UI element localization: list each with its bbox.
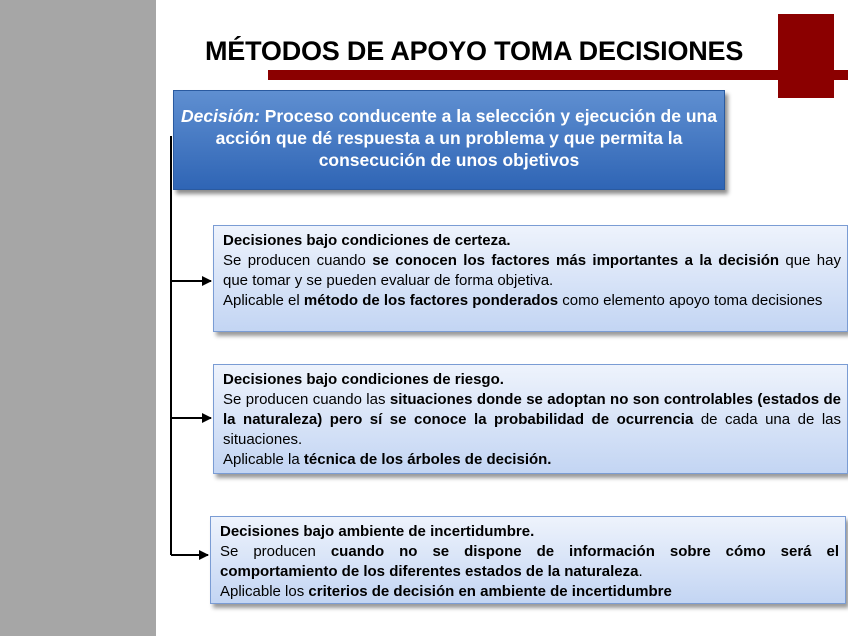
box-application: Aplicable la técnica de los árboles de decisión. <box>223 451 552 468</box>
box-heading: Decisiones bajo ambiente de incertidumbre. <box>220 523 535 540</box>
box-description: Se producen cuando las situaciones donde se adoptan no son controlables (estados de la naturaleza) pero sí se conoce la probabilidad de ocurrencia de cada una de las situaciones. <box>223 391 842 448</box>
red-accent-square <box>778 14 834 98</box>
left-gray-band <box>0 0 156 636</box>
certainty-decision-box <box>213 225 848 332</box>
box-description: Se producen cuando se conocen los factores más importantes a la decisión que hay que tomar y se pueden evaluar de forma objetiva. <box>223 252 841 289</box>
uncertainty-decision-box <box>210 516 846 604</box>
red-accent-bar <box>268 70 848 80</box>
page-title: MÉTODOS DE APOYO TOMA DECISIONES <box>205 36 744 66</box>
box-heading: Decisiones bajo condiciones de certeza. <box>223 232 511 249</box>
box-application: Aplicable el método de los factores ponderados como elemento apoyo toma decisiones <box>223 292 823 309</box>
risk-decision-box <box>213 364 848 474</box>
definition-text: Proceso conducente a la selección y ejecución de una acción que dé respuesta a un problema y que permita la consecución de unos objetivos <box>215 106 717 170</box>
box-description: Se producen cuando no se dispone de información sobre cómo será el comportamiento de los diferentes estados de la naturaleza. <box>220 543 839 580</box>
box-application: Aplicable los criterios de decisión en ambiente de incertidumbre <box>220 583 672 600</box>
box-heading: Decisiones bajo condiciones de riesgo. <box>223 371 504 388</box>
definition-box <box>173 90 725 190</box>
definition-term: Decisión: <box>181 106 260 126</box>
